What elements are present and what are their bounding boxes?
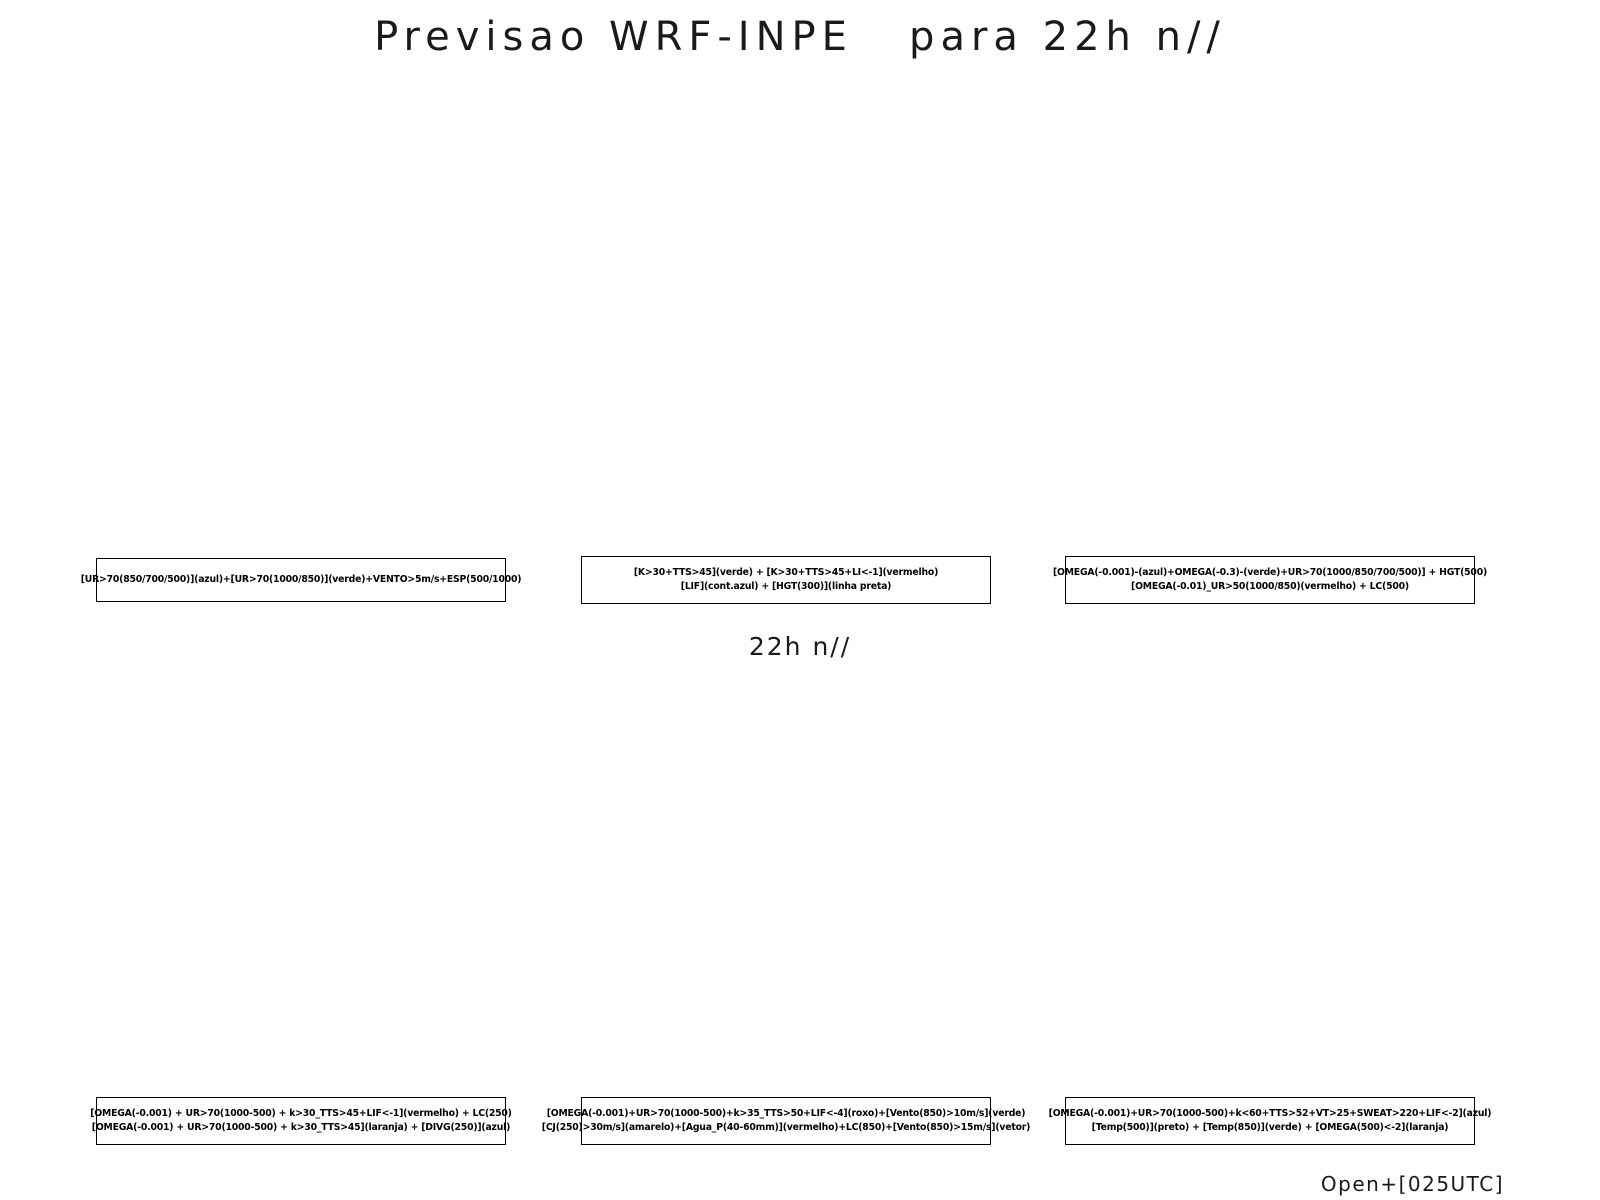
legend-line: [K>30+TTS>45](verde) + [K>30+TTS>45+LI<-1](vermelho) bbox=[633, 566, 939, 578]
legend-line: [CJ(250)>30m/s](amarelo)+[Agua_P(40-60mm)](vermelho)+LC(850)+[Vento(850)>15m/s](vetor) bbox=[541, 1122, 1031, 1133]
legend-line: [LIF](cont.azul) + [HGT(300)](linha preta) bbox=[680, 581, 892, 592]
legend-line: [OMEGA(-0.01)_UR>50(1000/850)(vermelho) + LC(500) bbox=[1131, 581, 1409, 592]
legend-box-k-tts bbox=[581, 556, 991, 604]
legend-line: [Temp(500)](preto) + [Temp(850)](verde) + [OMEGA(500)<-2](laranja) bbox=[1091, 1122, 1449, 1133]
legend-box-ur bbox=[80, 558, 522, 602]
legend-line: [OMEGA(-0.001)+UR>70(1000-500)+k<60+TTS>52+VT>25+SWEAT>220+LIF<-2](azul) bbox=[1048, 1107, 1492, 1119]
legend-box-omega-lc250 bbox=[90, 1097, 512, 1145]
legend-line: [UR>70(850/700/500)](azul)+[UR>70(1000/850)](verde)+VENTO>5m/s+ESP(500/1000) bbox=[80, 573, 522, 585]
legend-box-omega-hgt bbox=[1053, 556, 1488, 604]
page-title: Previsao WRF-INPE para 22h n// bbox=[374, 14, 1226, 60]
legend-line: [OMEGA(-0.001) + UR>70(1000-500) + k>30_TTS>45](laranja) + [DIVG(250)](azul) bbox=[91, 1122, 511, 1133]
middle-subtitle: 22h n// bbox=[748, 632, 852, 661]
legend-line: [OMEGA(-0.001)+UR>70(1000-500)+k>35_TTS>50+LIF<-4](roxo)+[Vento(850)>10m/s](verde) bbox=[546, 1107, 1026, 1119]
footer-note: Open+[025UTC] bbox=[1320, 1172, 1504, 1196]
legend-box-omega-temp bbox=[1048, 1097, 1492, 1145]
legend-box-omega-cj250 bbox=[541, 1097, 1031, 1145]
legend-line: [OMEGA(-0.001)-(azul)+OMEGA(-0.3)-(verde)+UR>70(1000/850/700/500)] + HGT(500) bbox=[1053, 566, 1488, 578]
legend-line: [OMEGA(-0.001) + UR>70(1000-500) + k>30_TTS>45+LIF<-1](vermelho) + LC(250) bbox=[90, 1107, 512, 1119]
